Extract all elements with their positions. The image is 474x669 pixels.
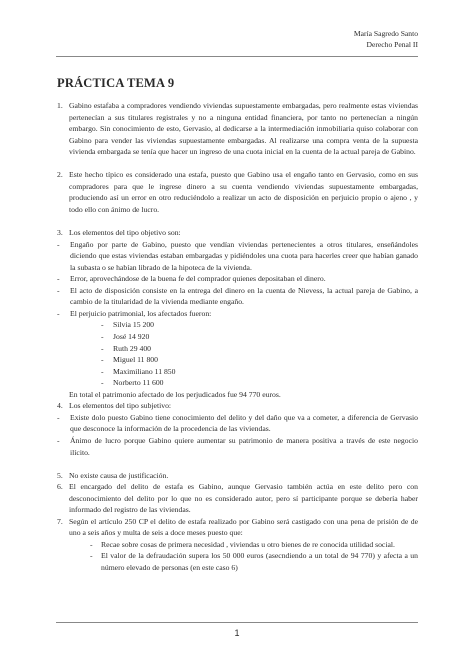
item-text: No existe causa de justificación. [69,470,169,480]
header-course: Derecho Penal II [366,40,418,49]
bullet-item [57,539,418,551]
dash-marker: - [57,239,60,249]
page-title: PRÁCTICA TEMA 9 [57,76,175,90]
item-number: 4. [57,401,63,411]
dash-marker: - [90,551,93,561]
dash-marker: - [101,355,104,365]
bullet-item [57,273,418,285]
header-rule [56,56,418,57]
dash-marker: - [101,366,104,376]
item-number: 2. [57,170,63,180]
list-item-5 [57,470,418,482]
dash-marker: - [101,320,104,330]
item-number: 3. [57,228,63,238]
bullet-text: Error, aprovechándose de la buena fe del comprador quienes depositaban el dinero. [70,274,326,284]
total-line: En total el patrimonio afectado de los perjudicados fue 94 770 euros. [69,389,281,399]
footer-rule [56,622,418,623]
item-text: Los elementos del tipo subjetivo: [69,401,172,411]
list-item-2 [57,169,418,215]
victim-text: José 14 920 [113,332,150,342]
bullet-text: El perjuicio patrimonial, los afectados fueron: [70,308,212,318]
item-text: Este hecho típico es considerado una estafa, puesto que Gabino usa el engaño tanto en Gervasio, como en sus compradores para que le ingrese dinero a su cuenta vendiendo viviendas supuestamente embargadas, produciendo así un error en otro reduciéndolo a realizar un acto de disposición en perjuicio propio o ajeno , y todo ello con ánimo de lucro. [69,170,418,214]
list-item-1 [57,100,418,158]
victim-text: Silvia 15 200 [113,320,155,330]
dash-marker: - [90,539,93,549]
bullet-item [57,412,418,435]
dash-marker: - [101,378,104,388]
list-item-7 [57,516,418,539]
victim-item [57,377,418,389]
dash-marker: - [101,343,104,353]
item-text: El encargado del delito de estafa es Gabino, aunque Gervasio también actúa en este delito pero con desconocimiento del delito por lo que no es considerado autor, pero sí participante porque se debería haber informado del registro de las viviendas. [69,482,418,515]
list-item-6 [57,481,418,516]
victim-text: Ruth 29 400 [113,343,152,353]
list-item-4 [57,400,418,412]
dash-marker: - [57,412,60,422]
victim-item [57,331,418,343]
header-author: María Sagredo Santo [353,29,418,38]
bullet-text: El acto de disposición consiste en la entrega del dinero en la cuenta de Nievess, la actual pareja de Gabino, a cambio de la titularidad de la vivienda mediante engaño. [70,285,418,307]
dash-marker: - [101,332,104,342]
victim-text: Miguel 11 800 [113,355,158,365]
dash-marker: - [57,285,60,295]
document-body [57,100,418,574]
list-item-3 [57,227,418,239]
bullet-text: El valor de la defraudación supera los 50 000 euros (asecndiendo a un total de 94 770) y afecta a un número elevado de personas (en este caso 6) [101,551,418,573]
bullet-text: Existe dolo puesto Gabino tiene conocimiento del delito y del daño que va a cometer, a diferencia de Gervasio que desconoce la información de la procedencia de las viviendas. [70,412,418,434]
bullet-item [57,435,418,458]
dash-marker: - [57,308,60,318]
victim-item [57,319,418,331]
victim-item [57,366,418,378]
page-header [354,28,418,50]
dash-marker: - [57,274,60,284]
bullet-text: Engaño por parte de Gabino, puesto que vendían viviendas pertenecientes a otros titulares, enseñándoles diciendo que estas viviendas estaban embargadas y pidiéndoles una cuota para hacerles creer que habían ganado la subasta o se habían librado de la hipoteca de la vivienda. [70,239,418,272]
dash-marker: - [57,435,60,445]
item-number: 6. [57,482,63,492]
bullet-item [57,239,418,274]
item-text: Gabino estafaba a compradores vendiendo viviendas supuestamente embargadas, pero realmente estas viviendas pertenecían a sus titulares registrales y no a ninguna entidad financiera, por tanto no pertenecían a ningún embargo. Sin conocimiento de esto, Gervasio, al dedicarse a la intermediación inmobiliaria quiso colaborar con Gabino para vender las viviendas supuestamente embargadas. Al realizarse una compra venta de la supuesta vivienda embargada se tenía que hacer un ingreso de una cuota inicial en la cuenta de la actual pareja de Gabino. [69,101,418,157]
bullet-item [57,308,418,320]
victim-item [57,343,418,355]
item-number: 7. [57,516,63,526]
item-number: 1. [57,101,63,110]
bullet-item [57,550,418,573]
victim-text: Norberto 11 600 [113,378,164,388]
victim-text: Maximiliano 11 850 [113,366,176,376]
bullet-text: Recae sobre cosas de primera necesidad , viviendas u otro bienes de re conocida utilidad social. [101,539,395,549]
bullet-item [57,285,418,308]
bullet-text: Ánimo de lucro porque Gabino quiere aumentar su patrimonio de manera positiva a través de este negocio ilícito. [70,435,418,457]
page-number: 1 [234,628,240,638]
item-number: 5. [57,470,63,480]
victim-item [57,354,418,366]
item-text: Los elementos del tipo objetivo son: [69,228,181,238]
item-text: Según el artículo 250 CP el delito de estafa realizado por Gabino será castigado con una pena de prisión de de uno a seis años y multa de seis a doce meses puesto que: [69,516,418,538]
